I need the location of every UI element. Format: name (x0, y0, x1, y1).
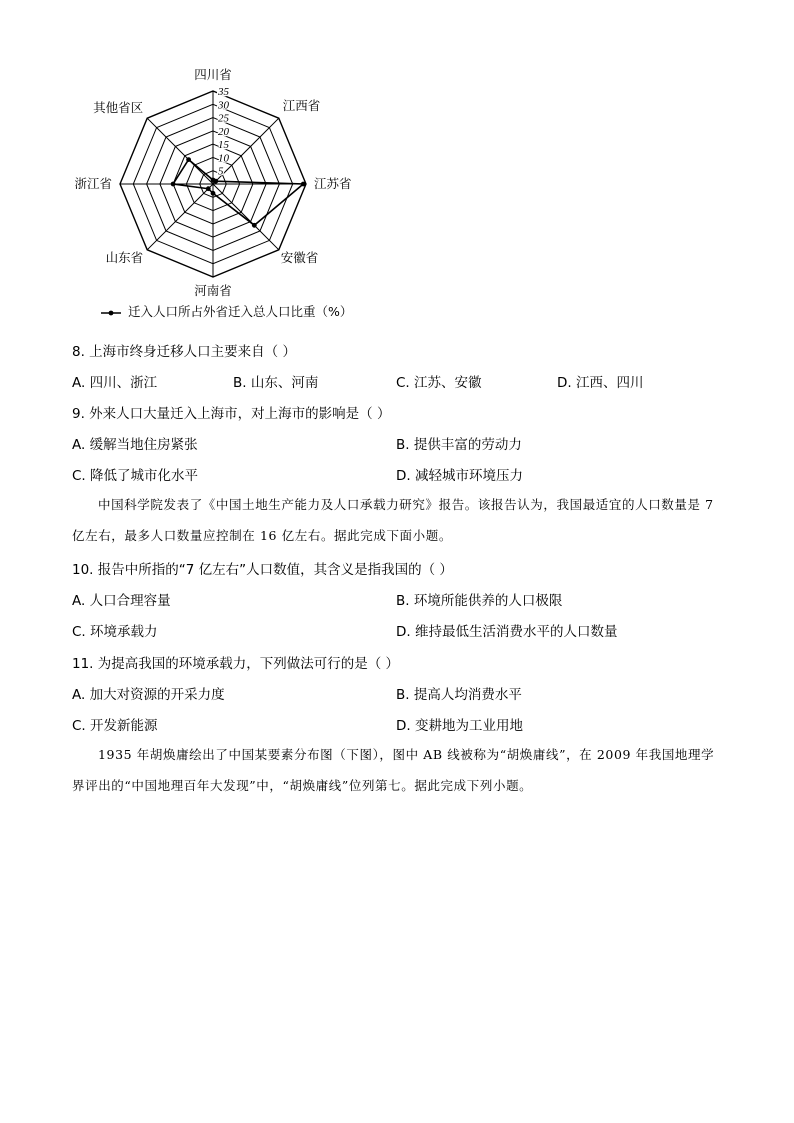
data-point (171, 182, 176, 187)
tick-label: 20 (218, 125, 229, 138)
data-point (213, 179, 218, 184)
axis-label: 其他省区 (93, 100, 144, 116)
data-point (211, 191, 216, 196)
passage-2: 1935 年胡焕庸绘出了中国某要素分布图（下图），图中 AB 线被称为“胡焕庸线”，在 2009 年我国地理学界评出的“中国地理百年大发现”中，“胡焕庸线”位列第七。据此完成下列小题。 (72, 747, 715, 793)
chart-legend (100, 302, 352, 320)
q11-option-a: A. 加大对资源的开采力度 (72, 687, 225, 703)
axis-label: 江西省 (282, 98, 321, 114)
axis-label: 河南省 (194, 283, 232, 298)
axis-label: 浙江省 (74, 176, 112, 191)
axis-spoke (213, 184, 279, 250)
axis-label: 江苏省 (314, 176, 352, 191)
question-10-stem: 10. 报告中所指的“7 亿左右”人口数值，其含义是指我国的（ ） (72, 562, 453, 578)
tick-label: 15 (218, 139, 229, 152)
q10-option-c: C. 环境承载力 (72, 624, 158, 640)
axis-label: 山东省 (105, 249, 144, 265)
q9-option-a: A. 缓解当地住房紧张 (72, 437, 198, 453)
axis-label: 安徽省 (280, 249, 319, 265)
q10-option-a: A. 人口合理容量 (72, 593, 171, 609)
tick-label: 5 (218, 165, 224, 178)
axis-spoke (147, 184, 213, 250)
q8-option-a: A. 四川、浙江 (72, 375, 158, 391)
q9-option-d: D. 减轻城市环境压力 (396, 468, 523, 484)
q8-option-c: C. 江苏、安徽 (396, 375, 482, 391)
q9-option-c: C. 降低了城市化水平 (72, 468, 199, 484)
axis-label: 四川省 (194, 67, 232, 82)
q10-option-b: B. 环境所能供养的人口极限 (396, 593, 563, 609)
data-point (186, 157, 191, 162)
tick-label: 10 (218, 152, 229, 165)
question-9-stem: 9. 外来人口大量迁入上海市，对上海市的影响是（ ） (72, 406, 391, 422)
data-point (301, 182, 306, 187)
q10-option-d: D. 维持最低生活消费水平的人口数量 (396, 624, 618, 640)
q8-option-d: D. 江西、四川 (557, 375, 644, 391)
question-8-stem: 8. 上海市终身迁移人口主要来自（ ） (72, 344, 296, 360)
legend-marker-icon (100, 309, 122, 317)
legend-label: 迁入人口所占外省迁入总人口比重（%） (128, 304, 353, 319)
q9-option-b: B. 提供丰富的劳动力 (396, 437, 522, 453)
tick-label: 30 (218, 99, 229, 112)
q11-option-c: C. 开发新能源 (72, 718, 158, 734)
data-point (252, 223, 257, 228)
q11-option-d: D. 变耕地为工业用地 (396, 718, 523, 734)
tick-label: 25 (218, 112, 229, 125)
tick-label: 35 (218, 86, 229, 98)
q8-option-b: B. 山东、河南 (233, 375, 319, 391)
data-point (206, 186, 211, 191)
radar-chart (60, 62, 380, 302)
q11-option-b: B. 提高人均消费水平 (396, 687, 522, 703)
passage-1: 中国科学院发表了《中国土地生产能力及人口承载力研究》报告。该报告认为，我国最适宜的人口数量是 7 亿左右，最多人口数量应控制在 16 亿左右。据此完成下面小题。 (72, 497, 714, 543)
question-11-stem: 11. 为提高我国的环境承载力，下列做法可行的是（ ） (72, 656, 400, 672)
